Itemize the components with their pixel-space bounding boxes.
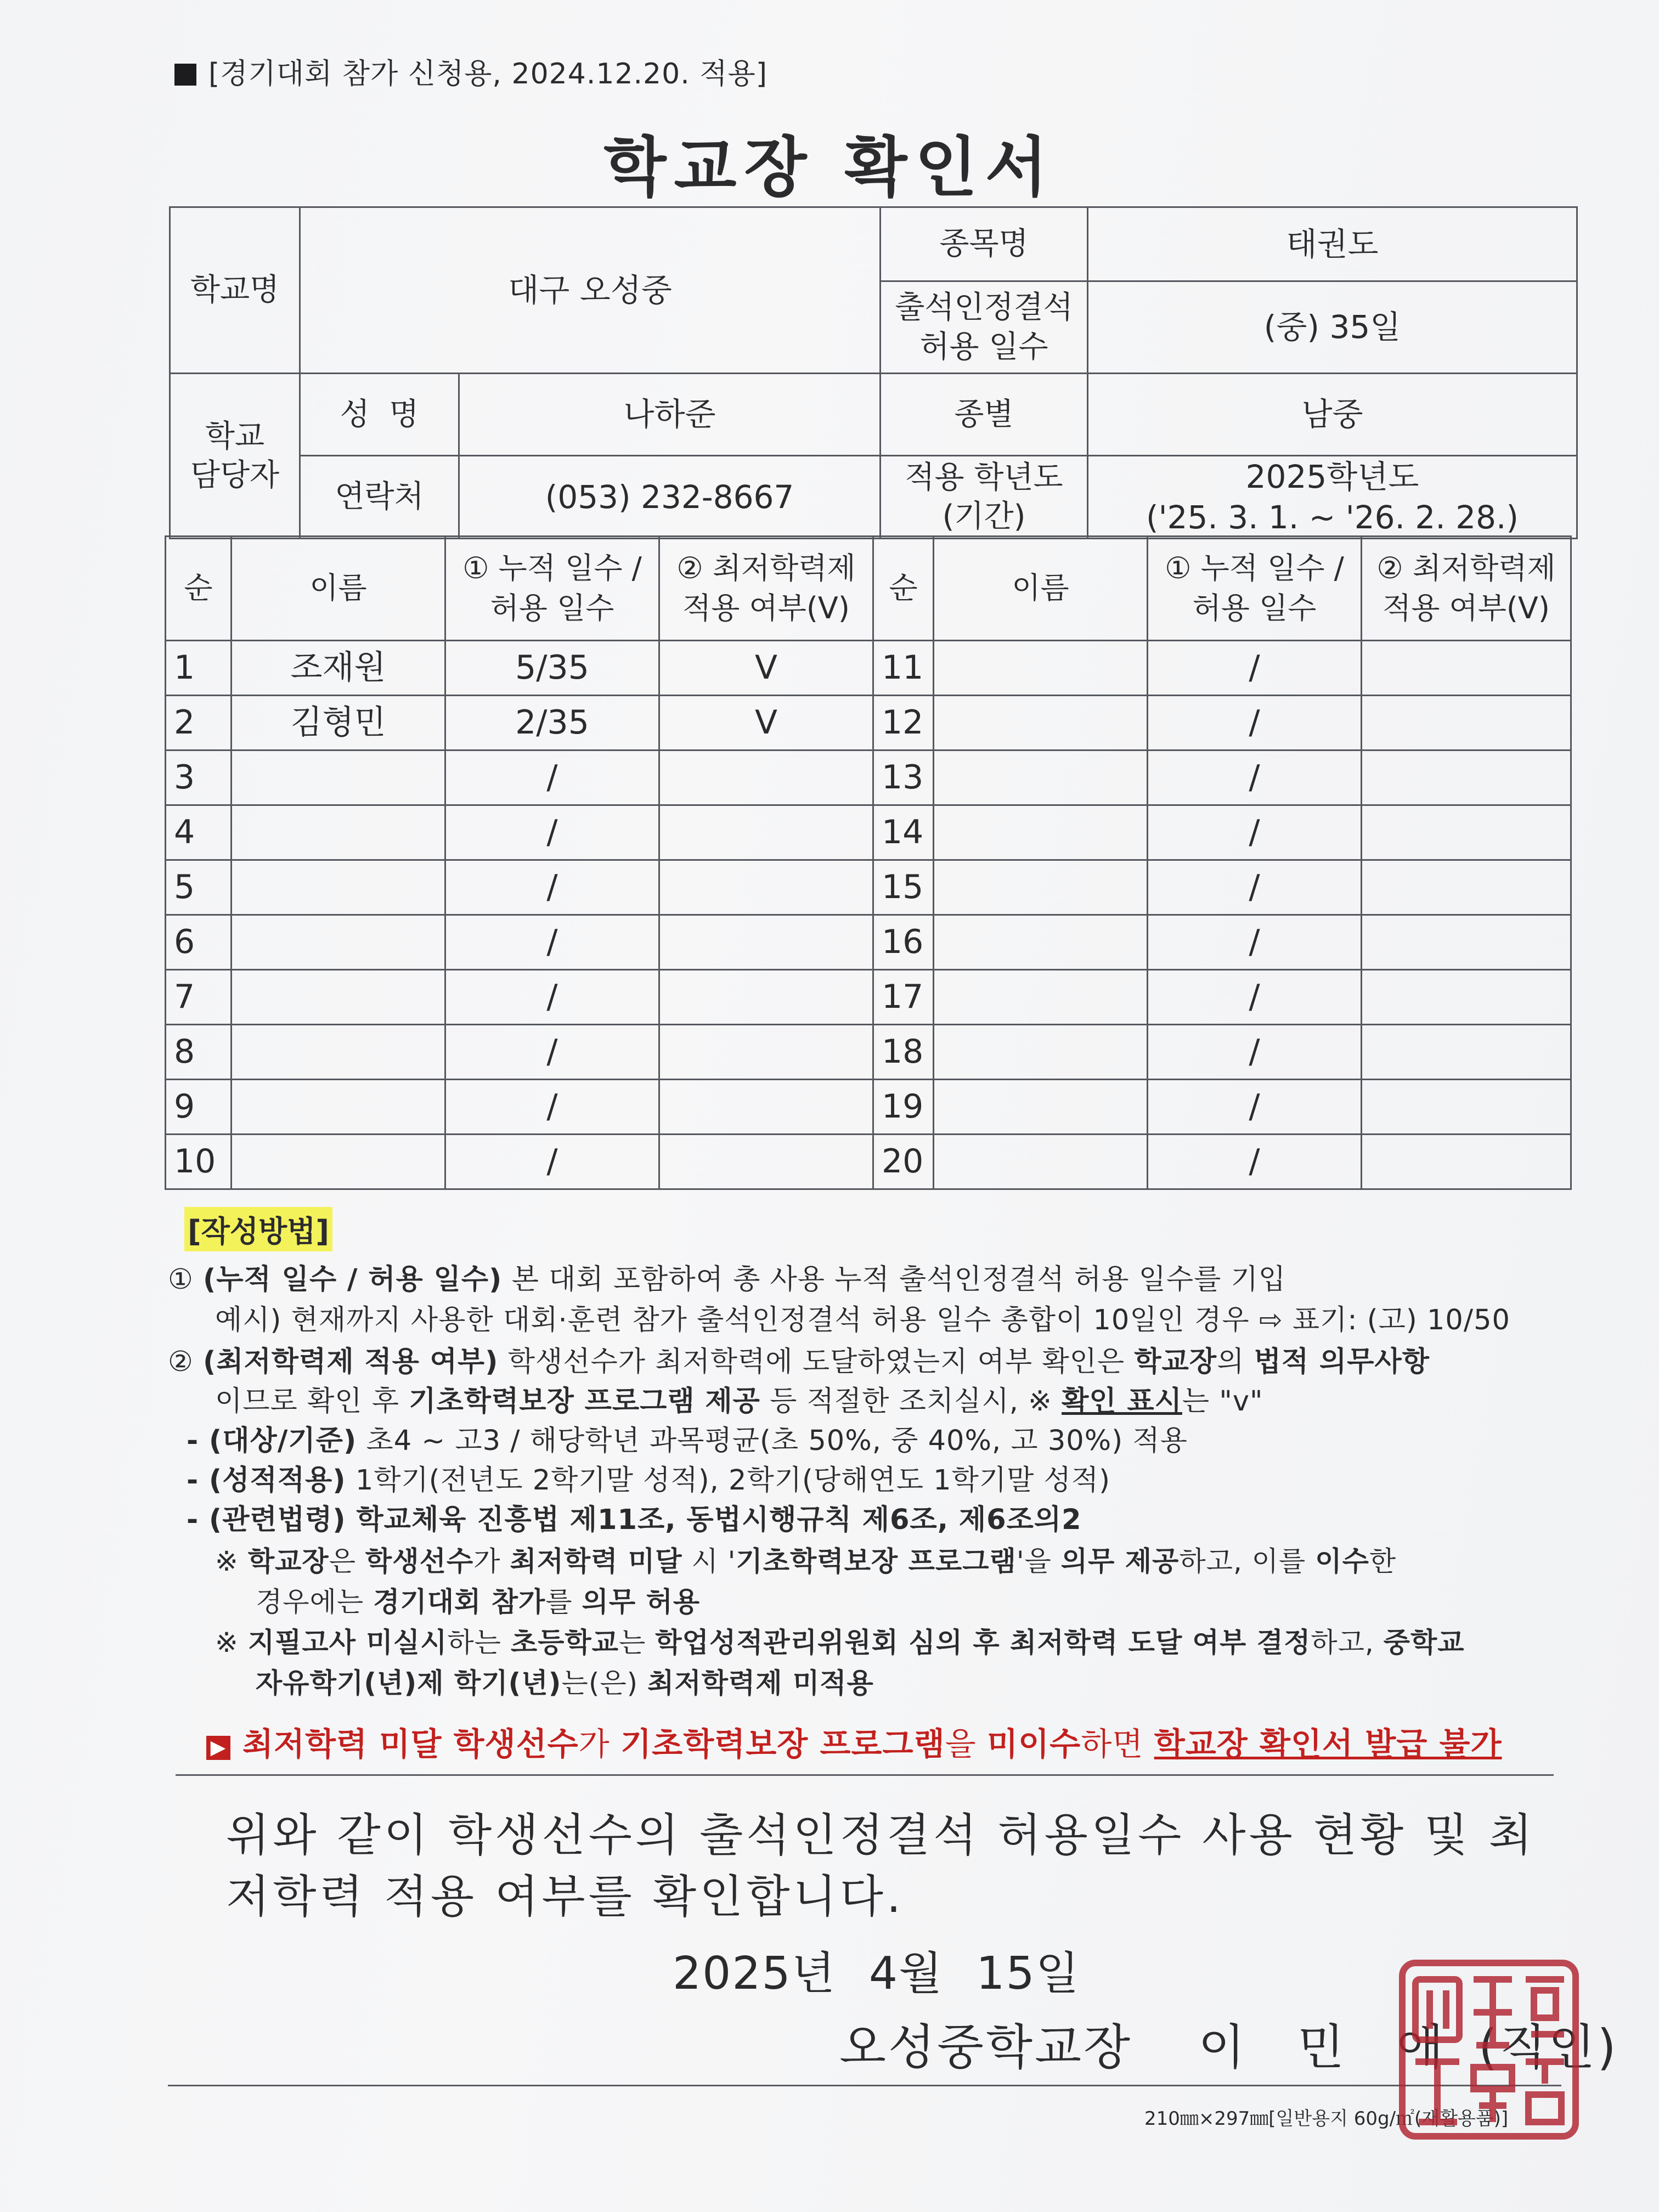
divider-top [176,1774,1554,1776]
note-1-cont [256,1585,700,1618]
header-no-right: 순 [873,537,934,641]
school-value: 대구 오성중 [300,207,881,374]
row-check [659,1025,873,1080]
row-days-right: / [1148,915,1362,970]
date-line [673,1938,1113,2002]
detail-2-bold: - (성적적용) [187,1464,346,1497]
seal-label: (직인) [1479,2019,1618,2075]
official-seal-stamp [1397,1957,1581,2142]
row-days: / [445,915,659,970]
staff-label [170,374,300,539]
note-1-b2: 학생선수 [365,1545,474,1577]
table-row [166,915,1571,970]
header-days [445,537,659,641]
row-no: 3 [166,751,232,805]
row-check [659,1135,873,1189]
row-days: / [445,751,659,805]
row-check [659,860,873,915]
instruction-2-bold-d: 법적 의무사항 [1254,1346,1430,1378]
row-name-right [934,860,1148,915]
row-no: 4 [166,805,232,860]
table-row [166,860,1571,915]
header-min-right-line1: ② 최저학력제 [1376,550,1556,585]
row-days-right: / [1148,1025,1362,1080]
instruction-2b-bold-b: 기초학력보장 프로그램 제공 [409,1385,760,1418]
row-check [659,751,873,805]
detail-2 [187,1464,1110,1497]
note-1b-t1: 경우에는 [256,1586,374,1618]
row-name [232,805,445,860]
row-name-right [934,805,1148,860]
row-name-right [934,641,1148,696]
row-days-right: / [1148,1135,1362,1189]
note-2 [215,1626,1465,1659]
warning-w6: 하면 [1081,1725,1154,1763]
year-label-line1: 적용 학년도 [905,459,1063,495]
row-days: / [445,1080,659,1135]
gender-label: 종별 [881,374,1088,456]
header-days-right-line2: 허용 일수 [1192,590,1317,625]
note-1-b4: 기초학력보장 프로그램 [736,1545,1017,1577]
warning-w7: 학교장 확인서 발급 불가 [1154,1725,1502,1763]
table-row [166,1025,1571,1080]
row-no-right: 15 [873,860,934,915]
header-note-text: [경기대회 참가 신청용, 2024.12.20. 적용] [208,58,768,91]
instruction-2-bold-b: 학교장 [1134,1346,1217,1378]
table-row [166,641,1571,696]
row-no: 10 [166,1135,232,1189]
note-2-t2: 는 [619,1627,656,1658]
header-days-line2: 허용 일수 [490,590,614,625]
row-name [232,860,445,915]
date-year: 2025년 [673,1948,836,2000]
row-no-right: 16 [873,915,934,970]
header-min-right-line2: 적용 여부(V) [1383,590,1550,625]
event-label: 종목명 [881,207,1088,281]
detail-1 [187,1424,1188,1458]
allowed-days-label-line1: 출석인정결석 [895,289,1073,325]
instruction-2b-text-c: 등 적절한 조치실시, ※ [760,1385,1062,1418]
note-2-b4: 중학교 [1383,1627,1465,1658]
warning-w4: 을 [945,1725,988,1763]
instruction-2b-text-e: 는 "v" [1182,1385,1263,1418]
school-label: 학교명 [170,207,300,374]
row-name [232,1135,445,1189]
principal-name: 이 민 애 [1198,2019,1463,2075]
row-days-right: / [1148,860,1362,915]
note-2-t3: 하고, [1311,1627,1384,1658]
note-1b-b2: 의무 허용 [582,1586,701,1618]
instruction-2-num: ② [168,1346,194,1378]
header-no: 순 [166,537,232,641]
players-body [166,641,1571,1189]
note-1b-t2: 를 [545,1586,582,1618]
row-days-right: / [1148,641,1362,696]
row-check-right [1362,860,1571,915]
note-1-t5: 하고, 이를 [1179,1545,1316,1577]
row-days-right: / [1148,970,1362,1025]
note-2b-b1: 자유학기(년)제 학기(년) [256,1667,562,1699]
detail-1-text: 초4 ~ 고3 / 해당학년 과목평균(초 50%, 중 40%, 고 30%) 적용 [357,1425,1188,1457]
instruction-1-bold: (누적 일수 / 허용 일수) [202,1263,503,1296]
instruction-2b-underline: 확인 표시 [1062,1385,1182,1418]
header-min-line2: 적용 여부(V) [682,590,850,625]
allowed-days-label-line2: 허용 일수 [919,329,1048,365]
warning-w3: 기초학력보장 프로그램 [620,1725,945,1763]
table-row [166,1080,1571,1135]
note-1-b1: 학교장 [247,1545,329,1577]
square-bullet-icon [174,64,196,86]
year-value-line1: 2025학년도 [1245,458,1419,495]
note-1-mark: ※ [215,1545,239,1577]
note-2b-t1: 는(은) [561,1667,648,1699]
row-check: V [659,696,873,751]
instructions-heading: [작성방법] [184,1207,332,1251]
date-month: 4월 [868,1948,944,2000]
header-days-right [1148,537,1362,641]
staff-label-line2: 담당자 [190,458,280,494]
row-check [659,805,873,860]
note-1-t4: '을 [1016,1545,1061,1577]
row-name-right [934,970,1148,1025]
row-name-right [934,1135,1148,1189]
row-days: / [445,860,659,915]
row-no-right: 14 [873,805,934,860]
warning-w5: 미이수 [987,1725,1081,1763]
row-name [232,915,445,970]
staff-label-line1: 학교 [205,418,265,454]
info-table [169,206,1578,539]
row-check: V [659,641,873,696]
instruction-1-text: 본 대회 포함하여 총 사용 누적 출석인정결석 허용 일수를 기입 [502,1263,1286,1296]
instruction-1-num: ① [168,1263,194,1296]
name-label: 성 명 [300,374,459,456]
warning-w2: 가 [578,1725,621,1763]
note-1-t6: 한 [1369,1545,1397,1577]
instruction-1 [168,1263,1286,1296]
note-2-b2: 초등학교 [510,1627,619,1658]
note-1-t2: 가 [473,1545,510,1577]
year-label [881,456,1088,539]
row-days: / [445,1025,659,1080]
row-no-right: 19 [873,1080,934,1135]
row-no-right: 18 [873,1025,934,1080]
row-days: / [445,970,659,1025]
row-check-right [1362,915,1571,970]
instruction-2-text-c: 의 [1217,1346,1254,1378]
row-no: 5 [166,860,232,915]
note-1b-b1: 경기대회 참가 [373,1586,546,1618]
row-no-right: 17 [873,970,934,1025]
note-2b-b2: 최저학력제 미적용 [647,1667,874,1699]
detail-3-bold: - (관련법령) 학교체육 진흥법 제11조, 동법시행규칙 제6조, 제6조의2 [187,1504,1082,1536]
note-2-b3: 학업성적관리위원회 심의 후 최저학력 도달 여부 결정 [655,1627,1311,1658]
note-2-b1: 지필고사 미실시 [247,1627,448,1658]
row-check [659,915,873,970]
allowed-days-label [881,281,1088,374]
row-name: 조재원 [232,641,445,696]
header-name: 이름 [232,537,445,641]
row-no: 2 [166,696,232,751]
row-check-right [1362,805,1571,860]
table-row [166,1135,1571,1189]
staff-name-value: 나하준 [459,374,881,456]
note-2-t1: 하는 [447,1627,511,1658]
row-name-right [934,1080,1148,1135]
row-check-right [1362,751,1571,805]
principal-title: 오성중학교장 [839,2019,1133,2075]
instruction-2b-text-a: 이므로 확인 후 [215,1385,409,1418]
row-days: 5/35 [445,641,659,696]
row-name-right [934,751,1148,805]
note-1-t1: 은 [329,1545,365,1577]
row-days-right: / [1148,1080,1362,1135]
row-no: 6 [166,915,232,970]
players-header-row [166,537,1571,641]
row-days-right: / [1148,696,1362,751]
contact-label: 연락처 [300,456,459,539]
allowed-days-value: (중) 35일 [1088,281,1577,374]
divider-bottom [168,2085,1561,2086]
note-1-b3: 최저학력 미달 [510,1545,682,1577]
players-table [165,535,1572,1190]
contact-value: (053) 232-8667 [459,456,881,539]
instruction-1-example: 예시) 현재까지 사용한 대회·훈련 참가 출석인정결석 허용 일수 총합이 10일인 경우 ⇨ 표기: (고) 10/50 [215,1304,1510,1336]
row-no-right: 11 [873,641,934,696]
header-days-line1: ① 누적 일수 / [462,550,642,585]
header-min-line1: ② 최저학력제 [676,550,856,585]
row-check-right [1362,696,1571,751]
table-row [166,805,1571,860]
row-check-right [1362,641,1571,696]
row-check-right [1362,970,1571,1025]
row-check [659,970,873,1025]
table-row [166,751,1571,805]
table-row [166,696,1571,751]
row-name [232,1080,445,1135]
warning-w1: 최저학력 미달 학생선수 [242,1725,579,1763]
instruction-2-text-a: 학생선수가 최저학력에 도달하였는지 여부 확인은 [498,1346,1135,1378]
row-no-right: 20 [873,1135,934,1189]
header-days-right-line1: ① 누적 일수 / [1165,550,1344,585]
detail-3 [187,1503,1082,1537]
row-days-right: / [1148,751,1362,805]
row-check [659,1080,873,1135]
row-name: 김형민 [232,696,445,751]
row-days-right: / [1148,805,1362,860]
instruction-2 [168,1345,1430,1379]
row-name-right [934,696,1148,751]
detail-2-text: 1학기(전년도 2학기말 성적), 2학기(당해연도 1학기말 성적) [346,1464,1111,1497]
row-name [232,970,445,1025]
confirm-text: 위와 같이 학생선수의 출석인정결석 허용일수 사용 현황 및 최저학력 적용 여부를 확인합니다. [226,1809,1536,1923]
row-no-right: 12 [873,696,934,751]
instruction-2-bold: (최저학력제 적용 여부) [202,1346,499,1378]
event-value: 태권도 [1088,207,1577,281]
row-name-right [934,915,1148,970]
year-value-line2: ('25. 3. 1. ~ '26. 2. 28.) [1146,499,1519,537]
red-arrow-icon: ▶ [206,1736,230,1760]
note-1-b5: 의무 제공 [1060,1545,1180,1577]
row-name [232,751,445,805]
row-days: / [445,1135,659,1189]
header-name-right: 이름 [934,537,1148,641]
header-note [174,50,768,92]
note-1-t3: 시 ' [682,1545,736,1577]
gender-value: 남중 [1088,374,1577,456]
row-check-right [1362,1080,1571,1135]
row-no: 9 [166,1080,232,1135]
note-2-cont [256,1667,874,1700]
note-1 [215,1545,1396,1578]
warning-line [206,1718,1502,1764]
year-label-line2: (기간) [942,499,1026,535]
row-no: 7 [166,970,232,1025]
row-days: / [445,805,659,860]
row-no: 1 [166,641,232,696]
header-min-right [1362,537,1571,641]
detail-1-bold: - (대상/기준) [187,1425,357,1457]
row-no-right: 13 [873,751,934,805]
table-row [166,970,1571,1025]
row-check-right [1362,1135,1571,1189]
instruction-2-cont [215,1385,1263,1418]
note-2-mark: ※ [215,1627,239,1658]
row-check-right [1362,1025,1571,1080]
document-title: 학교장 확인서 [603,129,1056,205]
year-value [1088,456,1577,539]
row-days: 2/35 [445,696,659,751]
row-name [232,1025,445,1080]
row-name-right [934,1025,1148,1080]
row-no: 8 [166,1025,232,1080]
header-min [659,537,873,641]
date-day: 15일 [976,1948,1080,2000]
note-1-b6: 이수 [1315,1545,1369,1577]
paper-spec: 210㎜×297㎜[일반용지 60g/㎡(재활용품)] [1144,2108,1509,2130]
